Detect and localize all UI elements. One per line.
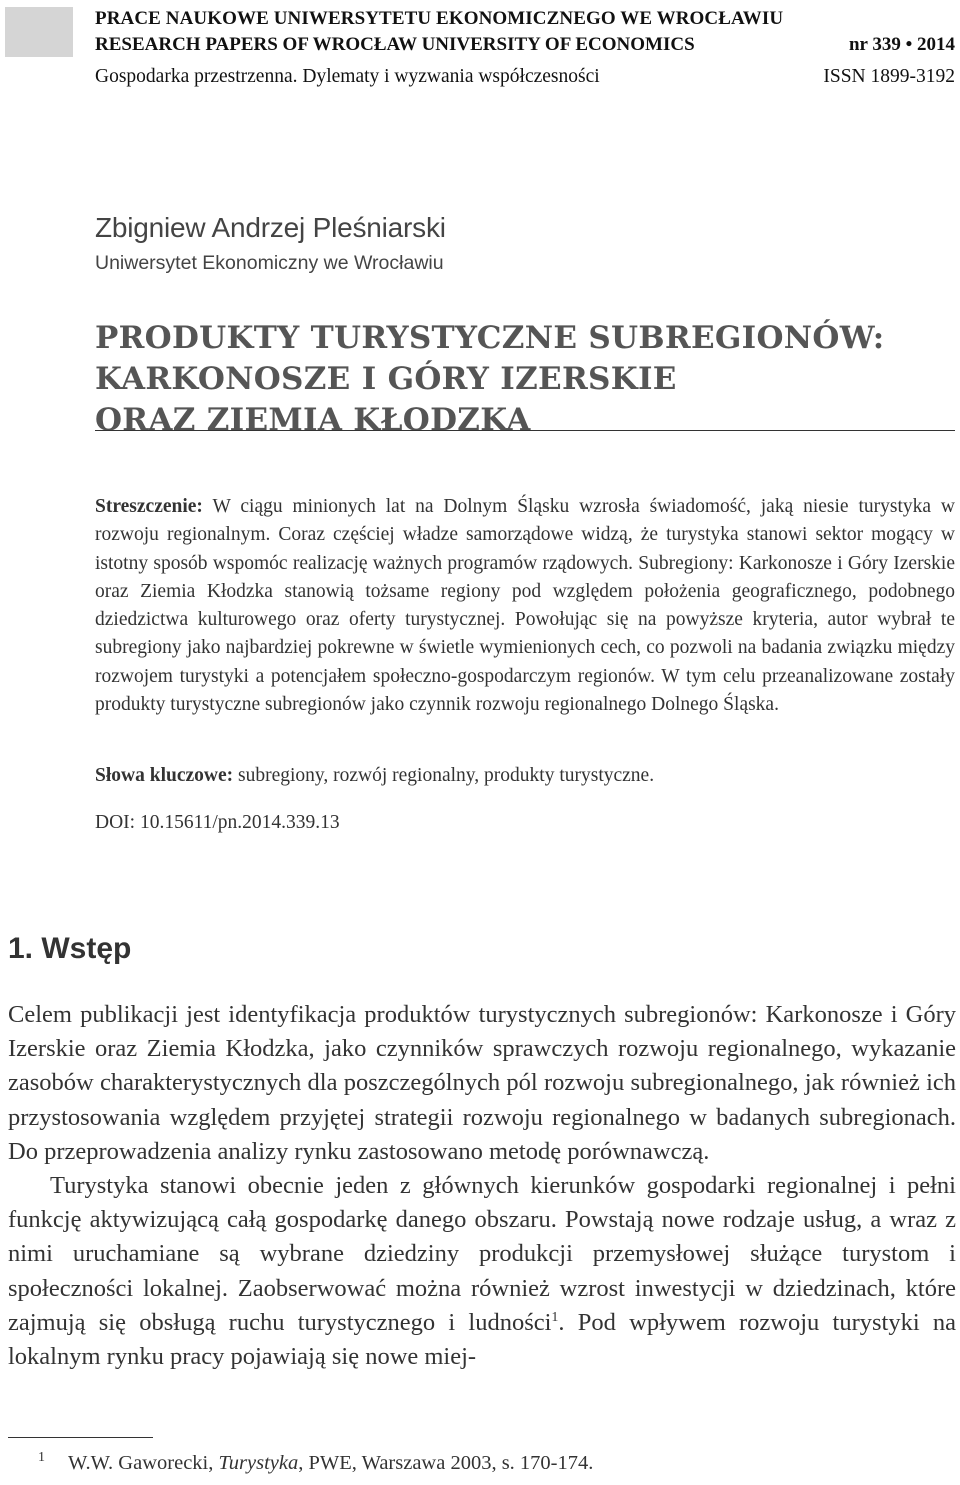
volume-row xyxy=(95,66,955,88)
paper-title-line-1: PRODUKTY TURYSTYCZNE SUBREGIONÓW: xyxy=(95,320,885,356)
abstract-text: W ciągu minionych lat na Dolnym Śląsku wzrosła świadomość, jaką niesie turystyka w rozwoju regionalnym. Coraz częściej władze samorządowe widzą, że turystyka stanowi sektor mogący w istotny sposób wspomóc realizację ważnych programów rządowych. Subregiony: Karkonosze i Góry Izerskie oraz Ziemia Kłodzka stanowią tożsame regiony pod względem położenia geograficznego, podobnego dziedzictwa kulturowego oraz oferty turystycznej. Powołując się na powyższe kryteria, autor wybrał te subregiony jako najbardziej pokrewne w świetle wymienionych cech, co pozwoli na badania związku między rozwojem turystyki a potencjałem społeczno-gospodarczym regionów. W tym celu przeanalizowane zostały produkty turystyczne subregionów jako czynnik rozwoju regionalnego Dolnego Śląska. xyxy=(95,496,955,716)
keywords-label: Słowa kluczowe: xyxy=(95,765,234,786)
body-paragraph-2-text: Turystyka stanowi obecnie jeden z głównych kierunków gospodarki regionalnej i pełni funkcję aktywizującą całą gospodarkę danego obszaru. Powstają nowe rodzaje usług, a wraz z nimi uruchamiane są wybrane dziedziny produkcji przemysłowej służące turystom i społeczności lokalnej. Zaobserwować można również wzrost inwestycji w dziedzinach, które zajmują się obsługą ruchu turystycznego i ludności xyxy=(8,1172,956,1336)
keywords xyxy=(95,765,955,787)
section-body xyxy=(8,998,956,1374)
volume-title: Gospodarka przestrzenna. Dylematy i wyzwania współczesności xyxy=(95,66,600,87)
author-affiliation: Uniwersytet Ekonomiczny we Wrocławiu xyxy=(95,252,444,274)
abstract-label: Streszczenie: xyxy=(95,496,203,517)
title-divider xyxy=(95,430,955,431)
paper-title xyxy=(95,318,955,441)
series-title-en: RESEARCH PAPERS OF WROCŁAW UNIVERSITY OF ECONOMICS xyxy=(95,34,695,55)
footnote xyxy=(38,1452,593,1475)
footnote-publisher: , PWE, Warszawa 2003, s. 170-174. xyxy=(298,1452,594,1474)
body-paragraph-2-end: . Pod wpływem rozwoju turystyki na lokalnym rynku pracy pojawiają się nowe miej- xyxy=(8,1308,956,1371)
issue-number: nr 339 • 2014 xyxy=(848,34,955,55)
footnote-number: 1 xyxy=(38,1450,45,1465)
section-heading: 1. Wstęp xyxy=(8,932,132,965)
footnote-book-title: Turystyka xyxy=(218,1452,299,1474)
body-paragraph-2 xyxy=(8,1169,956,1374)
footnote-author: W.W. Gaworecki, xyxy=(68,1452,219,1474)
paper-title-line-2: KARKONOSZE I GÓRY IZERSKIE xyxy=(95,361,677,397)
series-title-pl xyxy=(95,8,955,30)
header-gray-block xyxy=(5,7,73,57)
series-title-en-row xyxy=(95,34,955,56)
author-name: Zbigniew Andrzej Pleśniarski xyxy=(95,212,446,243)
keywords-text: subregiony, rozwój regionalny, produkty turystyczne. xyxy=(238,765,655,786)
issn: ISSN 1899-3192 xyxy=(823,66,955,87)
footnote-text xyxy=(68,1452,593,1474)
series-title-pl-text: PRACE NAUKOWE UNIWERSYTETU EKONOMICZNEGO WE WROCŁAWIU xyxy=(95,8,784,29)
abstract xyxy=(95,493,955,719)
footnote-reference[interactable]: 1 xyxy=(551,1309,559,1325)
doi: DOI: 10.15611/pn.2014.339.13 xyxy=(95,812,340,833)
footnote-divider xyxy=(8,1437,153,1438)
body-paragraph-1: Celem publikacji jest identyfikacja produktów turystycznych subregionów: Karkonosze i Góry Izerskie oraz Ziemia Kłodzka, jako czynników sprawczych rozwoju regionalnego, wykazanie zasobów charakterystycznych dla poszczególnych pól rozwoju subregionalnego, jak również ich przystosowania względem przyjętej strategii rozwoju regionalnego w badanych subregionach. Do przeprowadzenia analizy rynku zastosowano metodę porównawczą. xyxy=(8,1001,956,1165)
paper-title-line-3: ORAZ ZIEMIA KŁODZKA xyxy=(95,402,531,438)
